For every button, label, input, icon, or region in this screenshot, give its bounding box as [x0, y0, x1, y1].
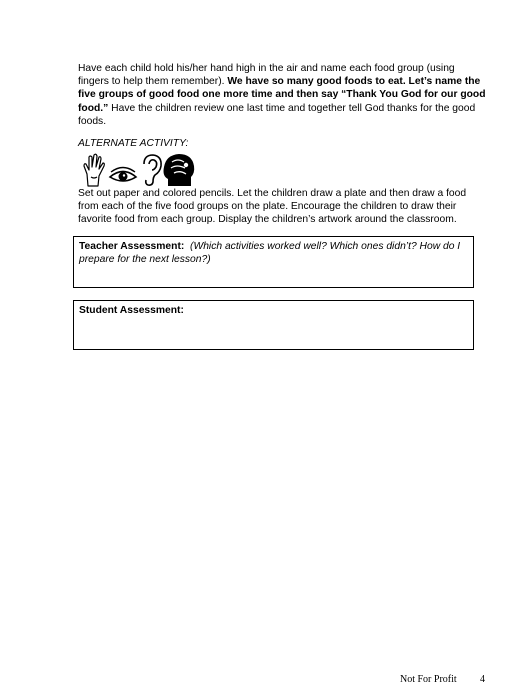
instruction-script-bold: We have so many good foods to eat. Let’s name the five groups of good food one more time and then say “Thank You God for our good food.”	[78, 76, 486, 114]
page-footer	[400, 674, 485, 685]
eye-icon	[110, 168, 136, 182]
footer-text: Not For Profit	[400, 674, 457, 685]
instruction-paragraph	[78, 62, 488, 128]
senses-icons	[82, 152, 202, 188]
teacher-assessment-box	[73, 236, 474, 288]
head-icon	[164, 154, 195, 186]
student-assessment-label: Student Assessment:	[79, 305, 184, 316]
instruction-end: Have the children review one last time and together tell God thanks for the good foods.	[78, 102, 476, 127]
page-number: 4	[480, 674, 485, 685]
teacher-assessment-label: Teacher Assessment:	[79, 241, 185, 252]
alternate-activity-heading: ALTERNATE ACTIVITY:	[78, 138, 189, 149]
student-assessment-box	[73, 300, 474, 350]
instruction-intro: Have each child hold his/her hand high in the air and name each food group (using fingers to help them remember).	[78, 63, 455, 88]
teacher-assessment-prompt: (Which activities worked well? Which ones didn’t? How do I prepare for the next lesson?)	[79, 241, 461, 266]
hand-icon	[84, 154, 104, 186]
alternate-activity-paragraph: Set out paper and colored pencils. Let the children draw a plate and then draw a food from each of the five food groups on the plate. Encourage the children to draw their favorite food from each group. Display the children’s artwork around the classroom.	[78, 188, 467, 226]
ear-icon	[144, 155, 161, 185]
